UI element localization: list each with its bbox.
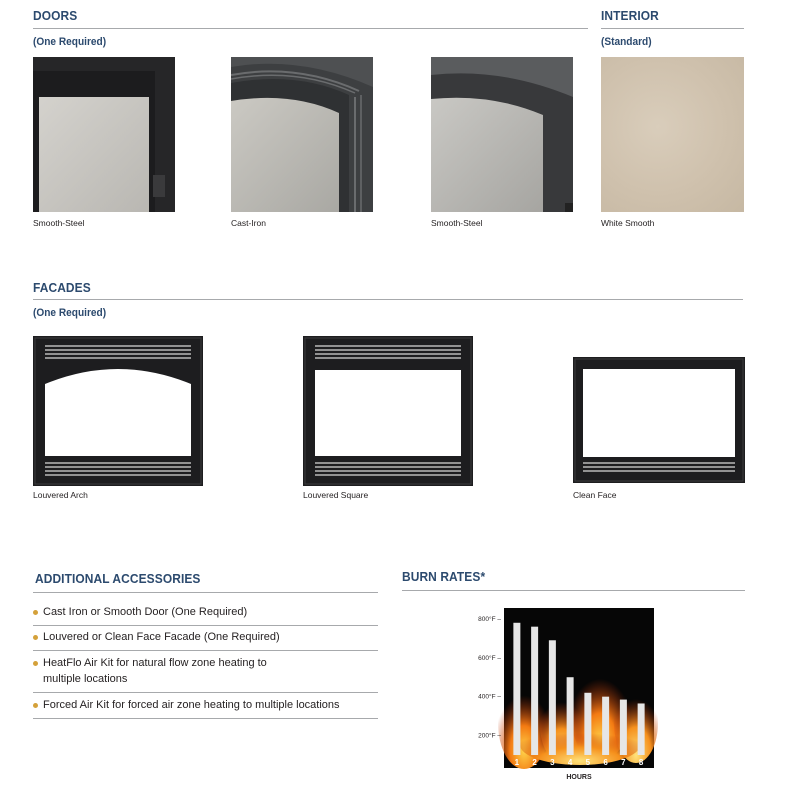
facade-clean-face-image xyxy=(573,357,745,483)
interior-caption: White Smooth xyxy=(601,218,655,228)
x-tick-label: 6 xyxy=(603,758,608,767)
x-tick-label: 5 xyxy=(585,758,591,767)
accessory-divider xyxy=(33,625,378,626)
accessory-text-continued: multiple locations xyxy=(43,673,128,685)
x-tick-label: 3 xyxy=(550,758,555,767)
y-tick-label: 800°F – xyxy=(478,615,501,623)
x-tick-label: 8 xyxy=(638,758,644,767)
bar-hour-3 xyxy=(549,640,556,755)
burn-rates-rule xyxy=(402,590,745,591)
accessories-rule xyxy=(33,592,378,593)
interior-subtitle: (Standard) xyxy=(601,36,652,48)
accessory-text: Louvered or Clean Face Facade (One Required) xyxy=(43,631,280,643)
y-axis-ticks xyxy=(478,615,501,740)
doors-heading: DOORS xyxy=(33,8,78,23)
x-tick-label: 7 xyxy=(621,758,626,767)
door-caption: Cast-Iron xyxy=(231,218,266,228)
bar-hour-6 xyxy=(602,697,609,755)
bar-hour-5 xyxy=(584,693,591,755)
accessory-text: Cast Iron or Smooth Door (One Required) xyxy=(43,606,248,618)
interior-heading: INTERIOR xyxy=(601,8,659,23)
bar-hour-2 xyxy=(531,627,538,755)
accessory-divider xyxy=(33,692,378,693)
burn-rates-heading: BURN RATES* xyxy=(402,569,486,584)
accessory-item xyxy=(33,697,378,713)
door-smooth-steel-image xyxy=(431,57,573,212)
accessories-heading: ADDITIONAL ACCESSORIES xyxy=(35,571,201,586)
bar-hour-8 xyxy=(638,703,645,755)
x-tick-label: 1 xyxy=(514,758,520,767)
doors-subtitle: (One Required) xyxy=(33,36,107,48)
bar-hour-4 xyxy=(567,677,574,755)
bar-hour-1 xyxy=(513,623,520,755)
door-cast-iron-image xyxy=(231,57,373,212)
bullet-icon xyxy=(33,703,38,708)
facade-caption: Louvered Arch xyxy=(33,490,88,500)
bullet-icon xyxy=(33,635,38,640)
bar-hour-7 xyxy=(620,700,627,755)
x-tick-label: 2 xyxy=(532,758,537,767)
accessory-divider xyxy=(33,650,378,651)
x-axis-label: HOURS xyxy=(566,774,592,781)
accessory-item xyxy=(33,629,378,645)
interior-white-smooth-image xyxy=(601,57,744,212)
burn-rate-chart xyxy=(440,605,660,783)
interior-rule xyxy=(601,28,744,29)
facade-louvered-square-image xyxy=(303,336,473,486)
facade-caption: Louvered Square xyxy=(303,490,369,500)
door-caption: Smooth-Steel xyxy=(33,218,85,228)
door-caption: Smooth-Steel xyxy=(431,218,483,228)
door-smooth-steel-image xyxy=(33,57,175,212)
bullet-icon xyxy=(33,661,38,666)
facade-louvered-arch-image xyxy=(33,336,203,486)
facade-caption: Clean Face xyxy=(573,490,617,500)
x-tick-label: 4 xyxy=(567,758,573,767)
bullet-icon xyxy=(33,610,38,615)
doors-rule xyxy=(33,28,588,29)
facades-subtitle: (One Required) xyxy=(33,307,107,319)
facades-rule xyxy=(33,299,743,300)
facades-heading: FACADES xyxy=(33,280,91,295)
y-tick-label: 200°F – xyxy=(478,732,501,740)
accessory-text: HeatFlo Air Kit for natural flow zone heating to xyxy=(43,657,267,669)
accessory-divider xyxy=(33,718,378,719)
y-tick-label: 600°F – xyxy=(478,654,501,662)
accessory-text: Forced Air Kit for forced air zone heating to multiple locations xyxy=(43,699,340,711)
accessory-item xyxy=(33,604,378,620)
y-tick-label: 400°F – xyxy=(478,693,501,701)
accessory-item xyxy=(33,655,378,687)
